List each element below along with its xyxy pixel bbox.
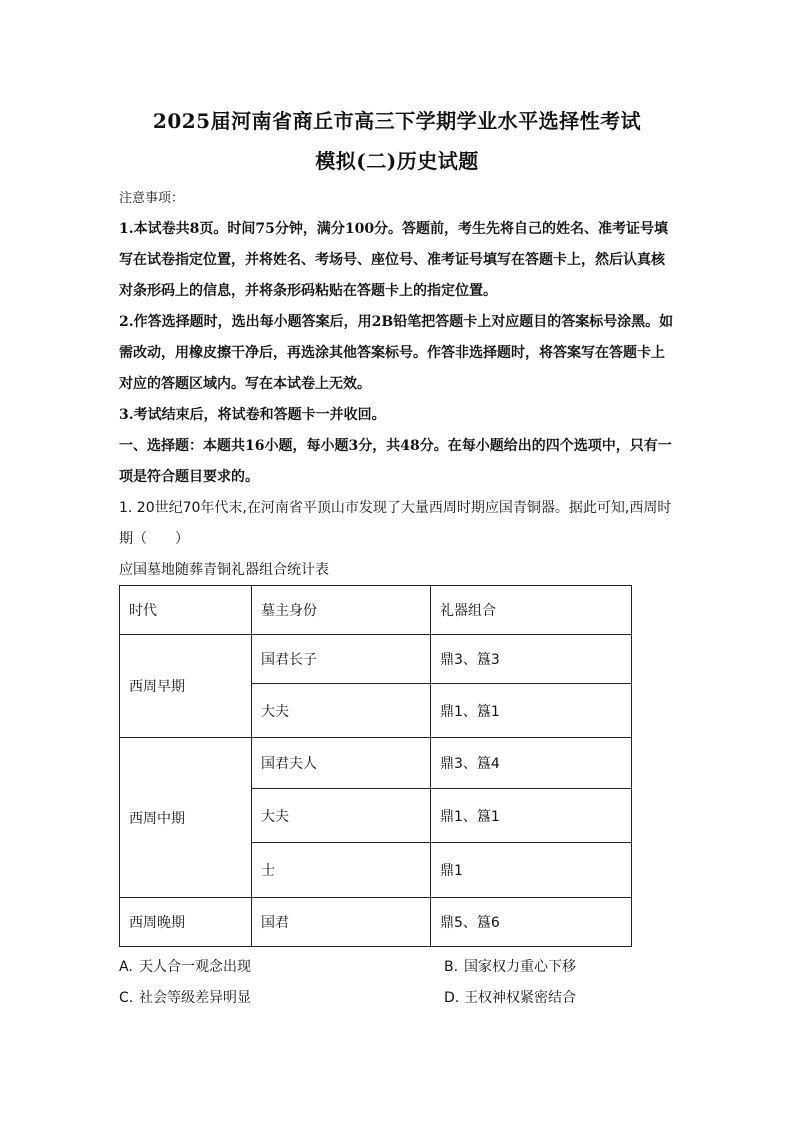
exam-title-line1: 2025届河南省商丘市高三下学期学业水平选择性考试 — [152, 109, 642, 133]
option-text: 王权神权紧密结合 — [464, 990, 576, 1006]
exam-title-line2: 模拟(二)历史试题 — [315, 149, 479, 173]
option-text: 社会等级差异明显 — [139, 990, 251, 1006]
period-cell: 西周中期 — [120, 738, 252, 898]
question-1-stem: 1. 20世纪70年代末,在河南省平顶山市发现了大量西周时期应国青铜器。据此可知,西周时期（ ） — [119, 500, 672, 547]
option-text: 天人合一观念出现 — [139, 959, 251, 975]
notice-item-2: 2.作答选择题时，选出每小题答案后，用2B铅笔把答题卡上对应题目的答案标号涂黑。如需改动，用橡皮擦干净后，再选涂其他答案标号。作答非选择题时，将答案写在答题卡上对应的答题区域内。写在本试卷上无效。 — [119, 314, 674, 392]
notice-heading: 注意事项： — [119, 191, 185, 206]
ritual-cell: 鼎1、簋1 — [431, 789, 632, 843]
option-c[interactable] — [119, 987, 251, 1007]
header-identity: 墓主身份 — [252, 586, 431, 635]
table-caption: 应国墓地随葬青铜礼器组合统计表 — [119, 562, 329, 578]
table-row — [120, 635, 632, 684]
option-b[interactable] — [444, 956, 576, 976]
identity-cell: 大夫 — [252, 789, 431, 843]
ritual-cell: 鼎3、簋3 — [431, 635, 632, 684]
identity-cell: 士 — [252, 843, 431, 898]
ritual-cell: 鼎1 — [431, 843, 632, 898]
table-header-row — [120, 586, 632, 635]
option-letter: C. — [119, 990, 134, 1006]
option-letter: A. — [119, 959, 133, 975]
option-letter: D. — [444, 990, 460, 1006]
bronze-ritual-table — [119, 585, 632, 947]
identity-cell: 国君长子 — [252, 635, 431, 684]
table-row — [120, 738, 632, 789]
option-a[interactable] — [119, 956, 251, 976]
notice-block — [119, 183, 675, 586]
ritual-cell: 鼎5、簋6 — [431, 898, 632, 947]
header-ritual: 礼器组合 — [431, 586, 632, 635]
header-period: 时代 — [120, 586, 252, 635]
period-cell: 西周晚期 — [120, 898, 252, 947]
ritual-cell: 鼎3、簋4 — [431, 738, 632, 789]
notice-item-1: 1.本试卷共8页。时间75分钟，满分100分。答题前，考生先将自己的姓名、准考证号填写在试卷指定位置，并将姓名、考场号、座位号、准考证号填写在答题卡上，然后认真核对条形码上的信息，并将条形码粘贴在答题卡上的指定位置。 — [119, 221, 669, 299]
option-text: 国家权力重心下移 — [464, 959, 576, 975]
identity-cell: 大夫 — [252, 684, 431, 738]
table-row — [120, 898, 632, 947]
identity-cell: 国君 — [252, 898, 431, 947]
option-letter: B. — [444, 959, 459, 975]
notice-item-3: 3.考试结束后，将试卷和答题卡一并收回。 — [119, 407, 386, 423]
section-heading: 一、选择题：本题共16小题，每小题3分，共48分。在每小题给出的四个选项中，只有一项是符合题目要求的。 — [119, 438, 672, 485]
ritual-cell: 鼎1、簋1 — [431, 684, 632, 738]
identity-cell: 国君夫人 — [252, 738, 431, 789]
option-d[interactable] — [444, 987, 576, 1007]
period-cell: 西周早期 — [120, 635, 252, 738]
